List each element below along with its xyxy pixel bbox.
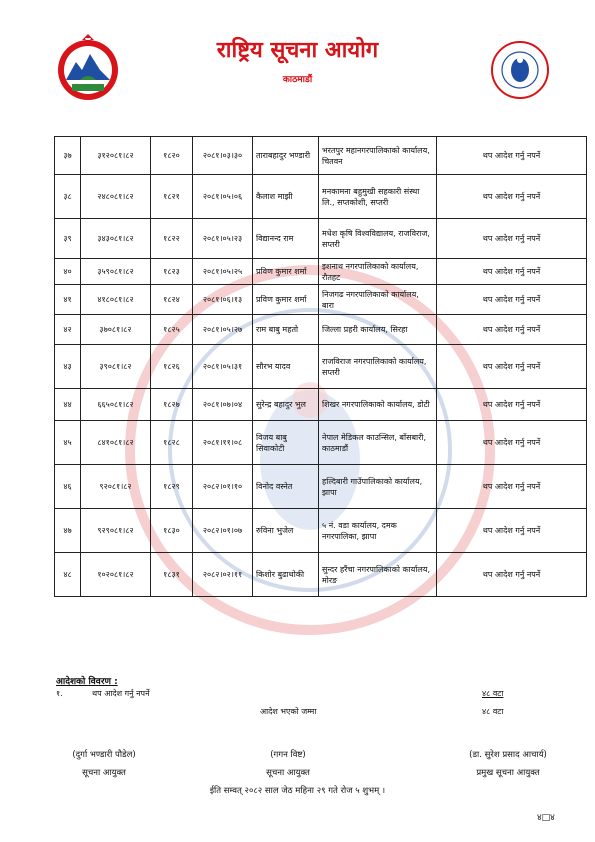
order-result-cell: थप आदेश गर्नु नपर्ने	[437, 509, 587, 553]
respondent-office-cell: ५ नं. वडा कार्यालय, दमक नगरपालिका, झापा	[319, 509, 437, 553]
decision-number-cell: १८२४	[151, 285, 193, 315]
table-row	[55, 421, 587, 465]
decision-number-cell: १८२५	[151, 315, 193, 345]
applicant-name-cell: प्रविण कुमार शर्मा	[253, 259, 319, 285]
applicant-name-cell: प्रविण कुमार शर्मा	[253, 285, 319, 315]
office-location: काठमाडौं	[282, 75, 313, 85]
decision-date-cell: २०८१।०५।२७	[193, 315, 253, 345]
respondent-office-cell: राजविराज नगरपालिकाको कार्यालय, सप्तरी	[319, 345, 437, 389]
order-result-cell: थप आदेश गर्नु नपर्ने	[437, 553, 587, 597]
serial-number-cell: ४०	[55, 259, 81, 285]
table-row	[55, 345, 587, 389]
decision-number-cell: १८२२	[151, 219, 193, 259]
signatory-3	[428, 749, 588, 778]
registration-number-cell: २४८०८१।८२	[81, 175, 151, 219]
decision-number-cell: १८२७	[151, 389, 193, 421]
serial-number-cell: ३९	[55, 219, 81, 259]
summary-item-number: १.	[56, 689, 63, 698]
signatory-2	[228, 749, 348, 778]
serial-number-cell: ३८	[55, 175, 81, 219]
order-result-cell: थप आदेश गर्नु नपर्ने	[437, 259, 587, 285]
respondent-office-cell: जिल्ला प्रहरी कार्यालय, सिरहा	[319, 315, 437, 345]
registration-number-cell: ८४१०८१।८२	[81, 421, 151, 465]
decision-number-cell: १८२३	[151, 259, 193, 285]
order-result-cell: थप आदेश गर्नु नपर्ने	[437, 219, 587, 259]
nepal-emblem-icon	[52, 32, 124, 104]
registration-number-cell: ९२०८१।८२	[81, 465, 151, 509]
order-table	[54, 136, 587, 597]
signatory-name: (डा. सुरेश प्रसाद आचार्य)	[469, 750, 547, 760]
serial-number-cell: ४८	[55, 553, 81, 597]
serial-number-cell: ४२	[55, 315, 81, 345]
applicant-name-cell: विजय बाबु सिवाकोटी	[253, 421, 319, 465]
registration-number-cell: ९२९०८१।८२	[81, 509, 151, 553]
order-result-cell: थप आदेश गर्नु नपर्ने	[437, 285, 587, 315]
serial-number-cell: ४६	[55, 465, 81, 509]
applicant-name-cell: विद्यानन्द राम	[253, 219, 319, 259]
decision-date-cell: २०८२।०२।११	[193, 553, 253, 597]
signatory-name: (दुर्गा भण्डारी पौडेल)	[72, 750, 136, 760]
summary-total-count: ४८ वटा	[482, 707, 504, 716]
summary-item-count: ४८ वटा	[482, 689, 504, 698]
order-result-cell: थप आदेश गर्नु नपर्ने	[437, 465, 587, 509]
decision-number-cell: १८२८	[151, 421, 193, 465]
registration-number-cell: ३४३०८१।८२	[81, 219, 151, 259]
table-row	[55, 175, 587, 219]
decision-date-cell: २०८१।०५।२५	[193, 259, 253, 285]
signatory-role: सूचना आयुक्त	[82, 768, 126, 778]
signatory-1	[44, 749, 164, 778]
decision-number-cell: १८३०	[151, 509, 193, 553]
closing-date-line: ईति सम्वत् २०८२ साल जेठ महिना २९ गते रोज ५ शुभम् ।	[209, 786, 386, 796]
table-row	[55, 285, 587, 315]
respondent-office-cell: भरतपुर महानगरपालिकाको कार्यालय, चितवन	[319, 137, 437, 175]
decision-number-cell: १८२६	[151, 345, 193, 389]
decision-number-cell: १८२९	[151, 465, 193, 509]
serial-number-cell: ४१	[55, 285, 81, 315]
signatory-role: सूचना आयुक्त	[266, 768, 310, 778]
nic-seal-icon	[490, 40, 550, 100]
respondent-office-cell: नेपाल मेडिकल काउन्सिल, बाँसबारी, काठमाडौं	[319, 421, 437, 465]
respondent-office-cell: इशनाथ नगरपालिकाको कार्यालय, रौतहट	[319, 259, 437, 285]
decision-date-cell: २०८१।०५।२३	[193, 219, 253, 259]
table-row	[55, 465, 587, 509]
order-result-cell: थप आदेश गर्नु नपर्ने	[437, 345, 587, 389]
registration-number-cell: ३७०८१।८२	[81, 315, 151, 345]
decision-date-cell: २०८२।०१।०७	[193, 509, 253, 553]
registration-number-cell: ३९०८१।८२	[81, 345, 151, 389]
registration-number-cell: ३५९०८१।८२	[81, 259, 151, 285]
table-row	[55, 509, 587, 553]
applicant-name-cell: राम बाबु महतो	[253, 315, 319, 345]
table-row	[55, 137, 587, 175]
decision-date-cell: २०८१।०६।१३	[193, 285, 253, 315]
serial-number-cell: ४५	[55, 421, 81, 465]
letterhead	[0, 0, 595, 120]
table-row	[55, 219, 587, 259]
applicant-name-cell: सुरेन्द्र बहादुर भुल	[253, 389, 319, 421]
decision-date-cell: २०८१।११।०८	[193, 421, 253, 465]
registration-number-cell: ३१२०८१।८२	[81, 137, 151, 175]
decision-date-cell: २०८१।०७।०४	[193, 389, 253, 421]
serial-number-cell: ४४	[55, 389, 81, 421]
applicant-name-cell: रुविना भुजेल	[253, 509, 319, 553]
applicant-name-cell: कैलाश माझी	[253, 175, 319, 219]
decision-date-cell: २०८१।०३।३०	[193, 137, 253, 175]
table-row	[55, 315, 587, 345]
applicant-name-cell: सौरभ यादव	[253, 345, 319, 389]
decision-date-cell: २०८१।०५।३१	[193, 345, 253, 389]
respondent-office-cell: शिखर नगरपालिकाको कार्यालय, डोटी	[319, 389, 437, 421]
page-number: ४□४	[537, 813, 555, 823]
serial-number-cell: ३७	[55, 137, 81, 175]
order-result-cell: थप आदेश गर्नु नपर्ने	[437, 389, 587, 421]
applicant-name-cell: किशोर बुढाथोकी	[253, 553, 319, 597]
respondent-office-cell: सुन्दर हरैंचा नगरपालिकाको कार्यालय, मोरङ	[319, 553, 437, 597]
signatory-role: प्रमुख सूचना आयुक्त	[476, 768, 540, 778]
respondent-office-cell: हल्दिबारी गाउँपालिकाको कार्यालय, झापा	[319, 465, 437, 509]
order-result-cell: थप आदेश गर्नु नपर्ने	[437, 421, 587, 465]
summary-item-label: थप आदेश गर्नु नपर्ने	[92, 689, 150, 698]
decision-number-cell: १८२०	[151, 137, 193, 175]
decision-number-cell: १८३१	[151, 553, 193, 597]
respondent-office-cell: मधेश कृषि विश्वविद्यालय, राजविराज, सप्तरी	[319, 219, 437, 259]
table-row	[55, 553, 587, 597]
decision-date-cell: २०८१।०५।०६	[193, 175, 253, 219]
order-result-cell: थप आदेश गर्नु नपर्ने	[437, 175, 587, 219]
summary-total-label: आदेश भएको जम्मा	[260, 707, 317, 716]
serial-number-cell: ४७	[55, 509, 81, 553]
applicant-name-cell: ताराबहादुर भण्डारी	[253, 137, 319, 175]
applicant-name-cell: विनोद वस्नेत	[253, 465, 319, 509]
respondent-office-cell: निजगढ नगरपालिकाको कार्यालय, बारा	[319, 285, 437, 315]
registration-number-cell: १०२०८१।८२	[81, 553, 151, 597]
registration-number-cell: ६६५०८१।८२	[81, 389, 151, 421]
decision-date-cell: २०८२।०१।१०	[193, 465, 253, 509]
order-result-cell: थप आदेश गर्नु नपर्ने	[437, 315, 587, 345]
signatory-name: (गगन विष्ट)	[270, 750, 306, 760]
serial-number-cell: ४३	[55, 345, 81, 389]
table-row	[55, 389, 587, 421]
order-result-cell: थप आदेश गर्नु नपर्ने	[437, 137, 587, 175]
summary-heading: आदेशको विवरण :	[56, 677, 118, 687]
respondent-office-cell: मनकामना बहुमुखी सहकारी संस्था लि., सप्तकोशी, सप्तरी	[319, 175, 437, 219]
decision-number-cell: १८२१	[151, 175, 193, 219]
page-title: राष्ट्रिय सूचना आयोग	[216, 37, 379, 63]
table-row	[55, 259, 587, 285]
registration-number-cell: ४१८०८१।८२	[81, 285, 151, 315]
